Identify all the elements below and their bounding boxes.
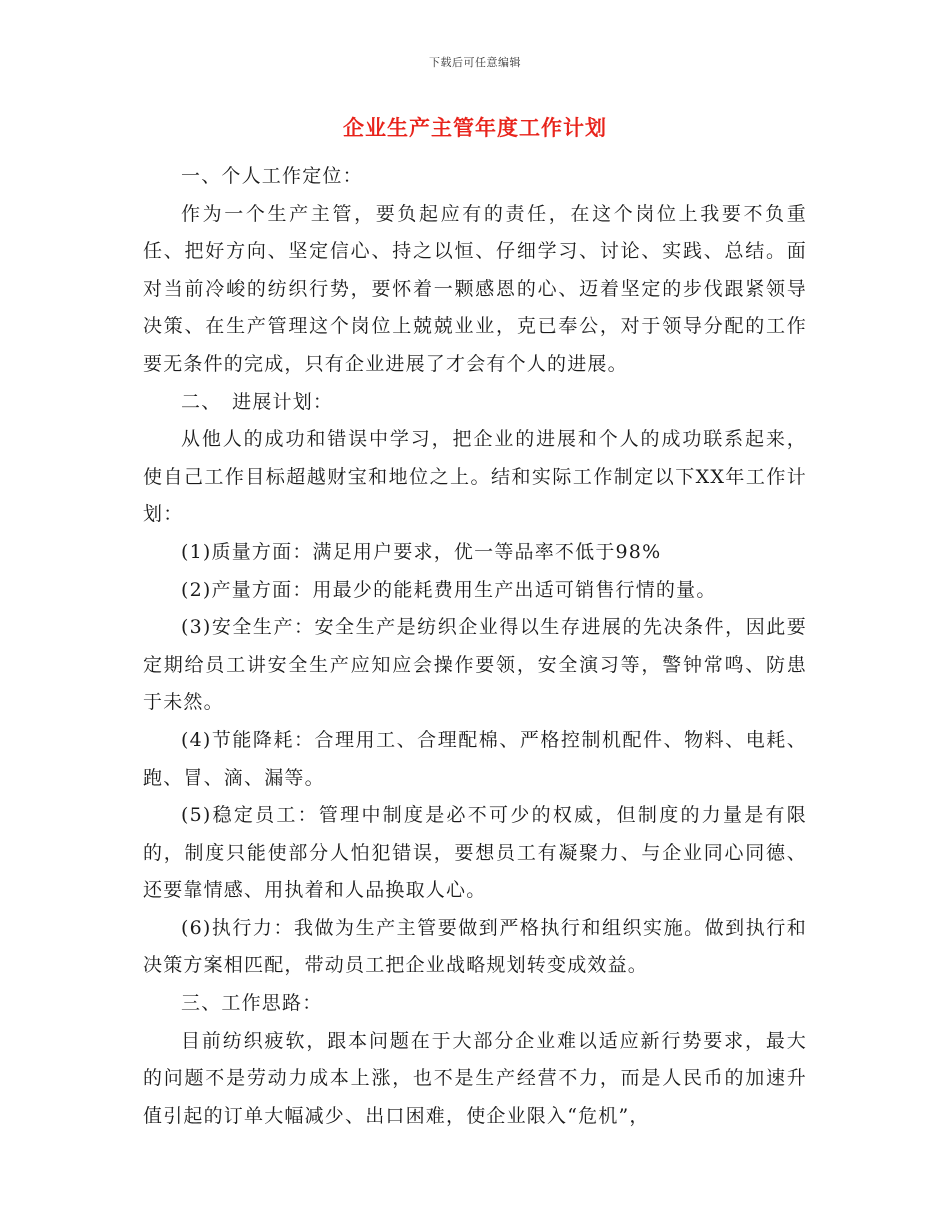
document-title: 企业生产主管年度工作计划 [343, 116, 607, 140]
list-item: (3)安全生产：安全生产是纺织企业得以生存进展的先决条件，因此要定期给员工讲安全生产应知应会操作要领，安全演习等，警钟常鸣、防患于未然。 [143, 616, 807, 714]
list-item: (6)执行力：我做为生产主管要做到严格执行和组织实施。做到执行和决策方案相匹配，带动员工把企业战略规划转变成效益。 [143, 916, 807, 977]
section-heading: 三、工作思路： [181, 992, 323, 1015]
paragraph: 作为一个生产主管，要负起应有的责任，在这个岗位上我要不负重任、把好方向、坚定信心、持之以恒、仔细学习、讨论、实践、总结。面对当前冷峻的纺织行势，要怀着一颗感恩的心、迈着坚定的步伐跟紧领导决策、在生产管理这个岗位上兢兢业业，克已奉公，对于领导分配的工作要无条件的完成，只有企业进展了才会有个人的进展。 [143, 202, 807, 375]
document-body [143, 158, 807, 1135]
list-item: (2)产量方面：用最少的能耗费用生产出适可销售行情的量。 [181, 578, 717, 601]
list-item: (5)稳定员工：管理中制度是必不可少的权威，但制度的力量是有限的，制度只能使部分人怕犯错误，要想员工有凝聚力、与企业同心同德、还要靠情感、用执着和人品换取人心。 [143, 804, 807, 902]
list-item: (1)质量方面：满足用户要求，优一等品率不低于98% [181, 540, 662, 563]
section-heading: 一、个人工作定位： [181, 165, 363, 187]
header-note: 下载后可任意编辑 [429, 56, 521, 69]
paragraph: 从他人的成功和错误中学习，把企业的进展和个人的成功联系起来，使自己工作目标超越财宝和地位之上。结和实际工作制定以下XX年工作计划： [143, 428, 807, 526]
section-heading: 二、 进展计划： [181, 390, 334, 413]
paragraph: 目前纺织疲软，跟本问题在于大部分企业难以适应新行势要求，最大的问题不是劳动力成本上涨，也不是生产经营不力，而是人民币的加速升值引起的订单大幅减少、出口困难，使企业限入“危机”， [143, 1029, 807, 1127]
list-item: (4)节能降耗：合理用工、合理配棉、严格控制机配件、物料、电耗、跑、冒、滴、漏等。 [143, 728, 807, 789]
